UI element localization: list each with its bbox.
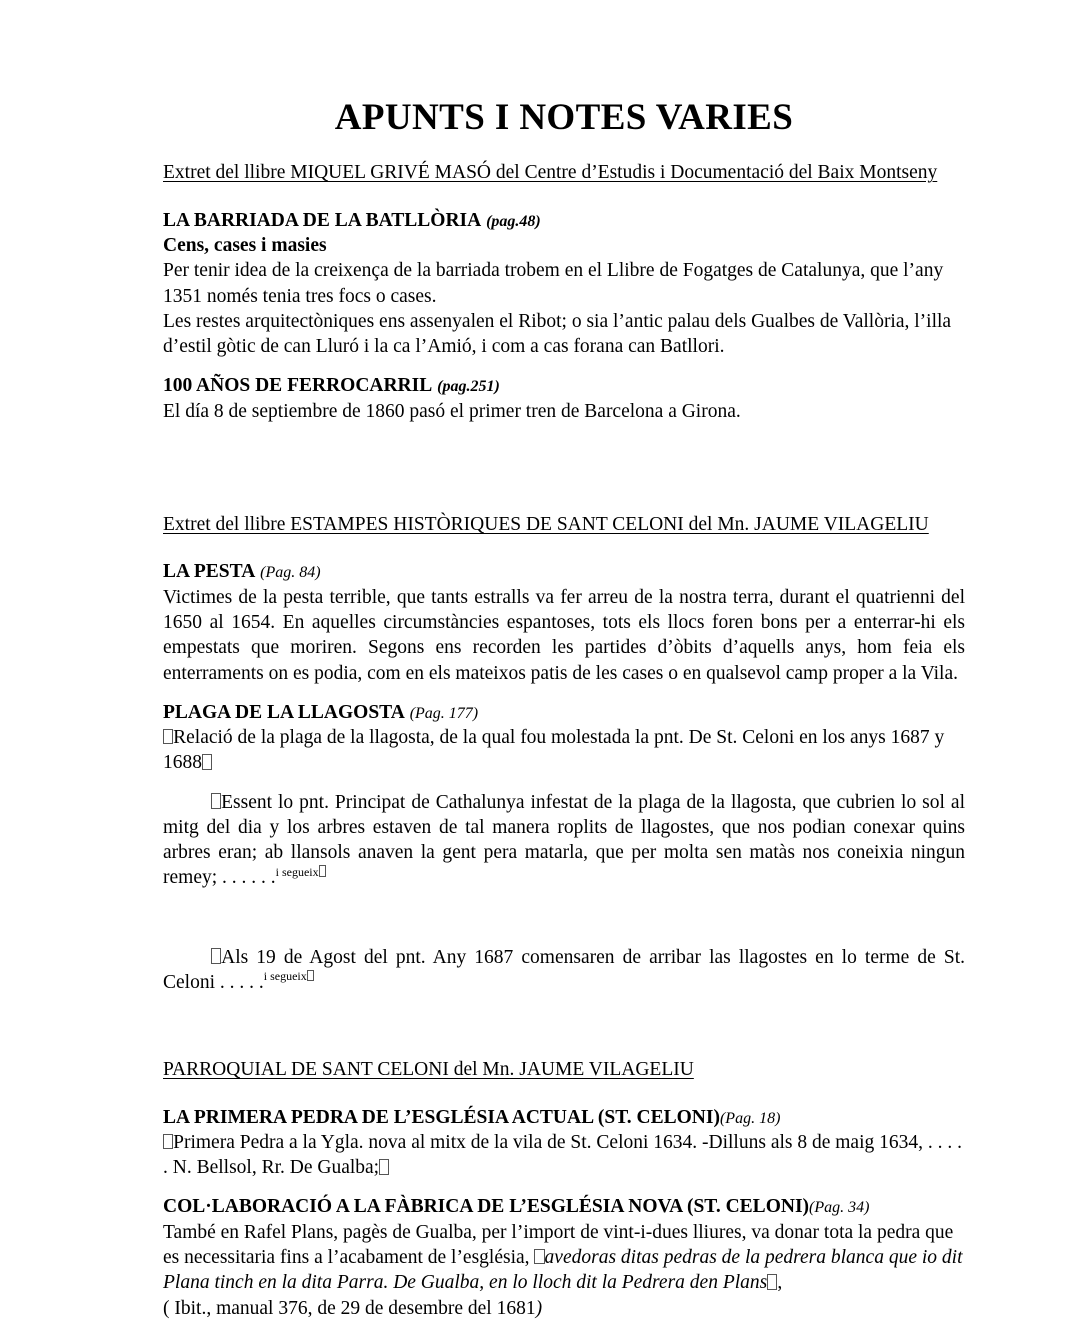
- quote-llagosta-1: [163, 725, 965, 776]
- paragraph-barriada-2: Les restes arquitectòniques ens assenyalen el Ribot; o sia l’antic palau dels Gualbes de Vallòria, l’illa d’estil gòtic de can Lluró i la ca l’Amió, i com a cas forana can Batllori.: [163, 310, 952, 358]
- section-heading-collaboracio: [163, 1194, 965, 1219]
- quote-llagosta-2: [163, 790, 965, 891]
- document-page: [163, 0, 965, 1321]
- section-heading-pesta-text: LA PESTA: [163, 561, 256, 583]
- spacer: [163, 686, 965, 700]
- section-heading-barriada-page-ref: (pag.48): [486, 212, 541, 230]
- section-heading-primera-pedra-page-ref: (Pag. 18): [719, 1109, 781, 1127]
- section-heading-ferrocarril-text: 100 AÑOS DE FERROCARRIL: [163, 375, 433, 397]
- missing-glyph-icon: [307, 970, 314, 981]
- section-heading-barriada: [163, 208, 965, 233]
- quote-primera-pedra: [163, 1130, 965, 1181]
- source-attribution-3: PARROQUIAL DE SANT CELONI del Mn. JAUME VILAGELIU: [163, 1059, 694, 1081]
- citation-collaboracio: [163, 1296, 965, 1321]
- section-heading-llagosta-page-ref: (Pag. 177): [409, 704, 479, 722]
- spacer: [163, 138, 965, 160]
- section-heading-collaboracio-page-ref: (Pag. 34): [809, 1199, 870, 1217]
- section-heading-collaboracio-text: COL·LABORACIÓ A LA FÀBRICA DE L’ESGLÉSIA NOVA (ST. CELONI): [163, 1196, 810, 1218]
- spacer: [163, 486, 965, 512]
- source-attribution-1: Extret del llibre MIQUEL GRIVÉ MASÓ del Centre d’Estudis i Documentació del Baix Montseny: [163, 162, 938, 184]
- missing-glyph-icon: [202, 754, 212, 770]
- paragraph-collaboracio: [163, 1220, 965, 1296]
- spacer: [163, 891, 965, 945]
- missing-glyph-icon: [767, 1274, 777, 1290]
- section-heading-pesta: [163, 559, 965, 584]
- spacer: [163, 359, 965, 373]
- quote-llagosta-2-superscript-text: i segueix: [275, 864, 319, 879]
- section-heading-primera-pedra-text: LA PRIMERA PEDRA DE L’ESGLÉSIA ACTUAL (ST. CELONI): [163, 1106, 720, 1128]
- quote-llagosta-2-text: Essent lo pnt. Principat de Cathalunya infestat de la plaga de la llagosta, que cubrien lo sol al mitg del dia y los arbres estaven de tal manera roplits de llagostes, que nos podian conexar quins arbres eran; ab llansols anaven la gent pera matarla, que per molta sen matàs nos coneixia ningun remey; . . . . . .: [163, 791, 965, 889]
- spacer: [163, 537, 965, 559]
- quote-llagosta-2-superscript: [276, 865, 326, 879]
- missing-glyph-icon: [211, 793, 221, 809]
- quote-primera-pedra-text: Primera Pedra a la Ygla. nova al mitx de la vila de St. Celoni 1634. -Dilluns als 8 de maig 1634, . . . . . N. Bellsol, Rr. De Gualba;: [163, 1131, 962, 1179]
- page-title: APUNTS I NOTES VARIES: [334, 97, 794, 138]
- section-heading-ferrocarril-page-ref: (pag.251): [437, 378, 500, 396]
- spacer: [163, 1180, 965, 1194]
- quote-llagosta-1-text: Relació de la plaga de la llagosta, de la qual fou molestada la pnt. De St. Celoni en los anys 1687 y 1688: [163, 727, 945, 774]
- missing-glyph-icon: [534, 1249, 544, 1265]
- quote-llagosta-3-text: Als 19 de Agost del pnt. Any 1687 comensaren de arribar las llagostes en lo terme de St. Celoni . . . . .: [163, 946, 965, 993]
- paragraph-collaboracio-plain-2: ,: [777, 1272, 783, 1294]
- spacer: [163, 186, 965, 208]
- citation-collaboracio-italic: ): [535, 1297, 543, 1319]
- paragraph-collaboracio-italic: avedoras ditas pedras de la pedrera blanca que io dit Plana tinch en la dita Parra. De Gualba, en lo lloch dit la Pedrera den Plans: [163, 1247, 963, 1294]
- spacer: [163, 424, 965, 486]
- section-heading-pesta-page-ref: (Pag. 84): [260, 564, 321, 582]
- section-heading-primera-pedra: [163, 1105, 965, 1130]
- missing-glyph-icon: [163, 1134, 173, 1150]
- paragraph-pesta-1: Victimes de la pesta terrible, que tants estralls va fer arreu de la nostra terra, durant el quatrienni del 1650 al 1654. En aquelles circumstàncies espantoses, tots els llocs foren bons per a enterrar-hi els empestats que moriren. Segons ens recorden les partides d’òbits d’aquells anys, hom feia els enterraments on es podia, com en els mateixos patis de les cases o en qualsevol camp proper a la Vila.: [163, 586, 965, 684]
- paragraph-ferrocarril-1: El día 8 de septiembre de 1860 pasó el primer tren de Barcelona a Girona.: [163, 400, 741, 422]
- section-heading-ferrocarril: [163, 373, 965, 398]
- missing-glyph-icon: [379, 1159, 389, 1175]
- quote-llagosta-3-superscript: [264, 969, 314, 983]
- missing-glyph-icon: [211, 948, 221, 964]
- quote-llagosta-3-superscript-text: i segueix: [263, 969, 307, 984]
- subheading-cens-cases-masies: Cens, cases i masies: [163, 235, 327, 257]
- missing-glyph-icon: [319, 865, 326, 876]
- section-heading-barriada-text: LA BARRIADA DE LA BATLLÒRIA: [163, 209, 482, 231]
- section-heading-llagosta-text: PLAGA DE LA LLAGOSTA: [163, 701, 405, 723]
- spacer: [163, 995, 965, 1057]
- citation-collaboracio-plain: ( Ibit., manual 376, de 29 de desembre del 1681: [163, 1297, 536, 1319]
- paragraph-collaboracio-plain-1: També en Rafel Plans, pagès de Gualba, per l’import de vint-i-dues lliures, va donar tota la pedra que es necessitaria fins a l’acabament de l’església,: [163, 1221, 954, 1268]
- spacer: [163, 1083, 965, 1105]
- quote-llagosta-3: [163, 945, 965, 996]
- spacer: [163, 776, 965, 790]
- paragraph-barriada-1: Per tenir idea de la creixença de la barriada trobem en el Llibre de Fogatges de Catalunya, que l’any 1351 només tenia tres focs o cases.: [163, 260, 944, 307]
- missing-glyph-icon: [163, 729, 173, 745]
- source-attribution-2: Extret del llibre ESTAMPES HISTÒRIQUES DE SANT CELONI del Mn. JAUME VILAGELIU: [163, 514, 929, 536]
- section-heading-llagosta: [163, 700, 965, 725]
